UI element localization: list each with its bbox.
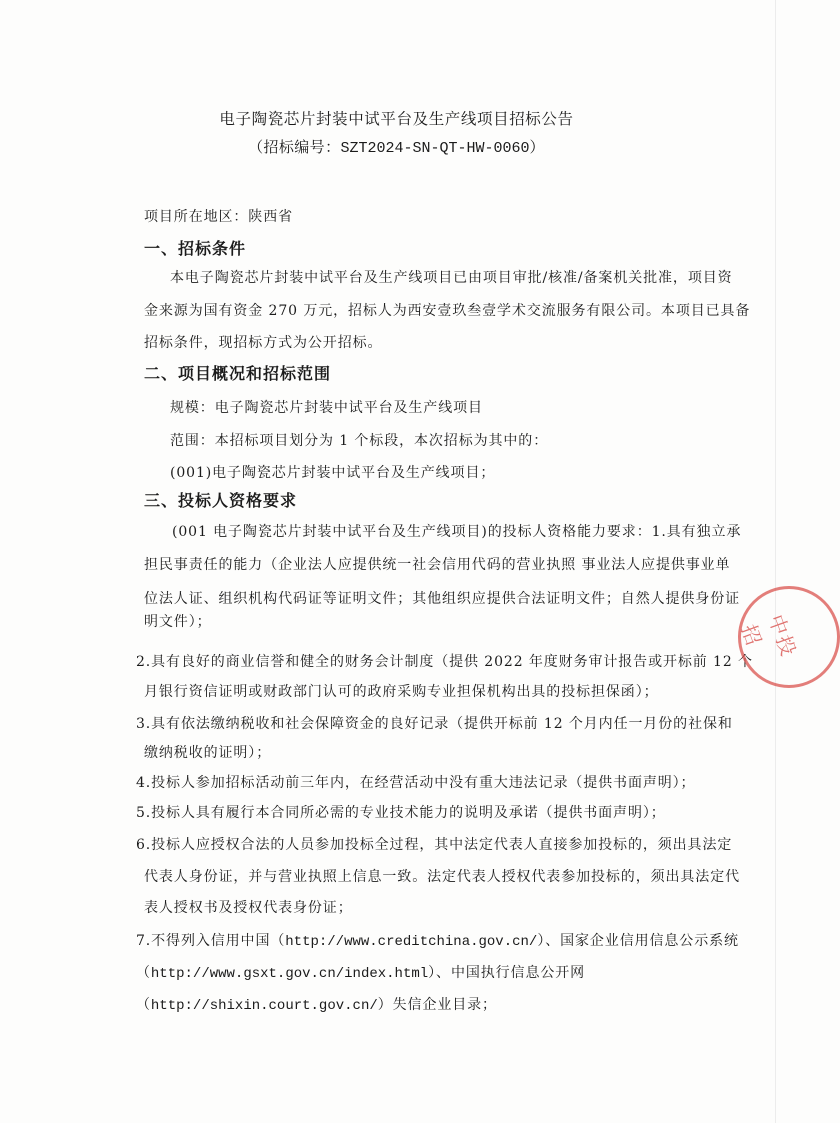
- paragraph-line: 本电子陶瓷芯片封装中试平台及生产线项目已由项目审批/核准/备案机关批准，项目资: [170, 270, 733, 286]
- paragraph-line: 5.投标人具有履行本合同所必需的专业技术能力的说明及承诺（提供书面声明）；: [136, 805, 666, 821]
- document-title: 电子陶瓷芯片封装中试平台及生产线项目招标公告: [219, 110, 574, 128]
- section-heading-bidder-qualification: 三、投标人资格要求: [144, 491, 298, 510]
- paragraph-line: 金来源为国有资金 270 万元，招标人为西安壹玖叁壹学术交流服务有限公司。本项目已具备: [144, 303, 751, 319]
- paragraph-line: (001 电子陶瓷芯片封装中试平台及生产线项目)的投标人资格能力要求：1.具有独立承: [172, 524, 742, 540]
- text-fragment: ）、中国执行信息公开网: [428, 965, 586, 981]
- gsxt-link[interactable]: http://www.gsxt.gov.cn/index.html: [150, 966, 429, 982]
- tender-number: [0, 136, 793, 157]
- paragraph-line: [136, 994, 497, 1014]
- section-heading-project-overview: 二、项目概况和招标范围: [144, 364, 332, 383]
- scan-edge: [775, 0, 776, 1123]
- paragraph-line: 3.具有依法缴纳税收和社会保障资金的良好记录（提供开标前 12 个月内任一月份的社保和: [136, 716, 733, 732]
- creditchina-link[interactable]: http://www.creditchina.gov.cn/: [285, 934, 538, 950]
- paragraph-line: 代表人身份证，并与营业执照上信息一致。法定代表人授权代表参加投标的，须出具法定代: [144, 869, 740, 885]
- text-fragment: ）失信企业目录；: [377, 997, 497, 1013]
- paragraph-line: 范围：本招标项目划分为 1 个标段，本次招标为其中的：: [170, 433, 549, 449]
- paragraph-line: 缴纳税收的证明）；: [144, 745, 272, 761]
- paragraph-line: 表人授权书及授权代表身份证；: [144, 900, 353, 916]
- text-fragment: （: [136, 965, 151, 981]
- paragraph-line: 2.具有良好的商业信誉和健全的财务会计制度（提供 2022 年度财务审计报告或开标前 12 个: [136, 654, 753, 670]
- paragraph-line: [136, 930, 739, 950]
- paragraph-line: 位法人证、组织机构代码证等证明文件；其他组织应提供合法证明文件；自然人提供身份证: [144, 591, 740, 607]
- paragraph-line: 明文件）；: [144, 614, 212, 630]
- paragraph-line: 规模：电子陶瓷芯片封装中试平台及生产线项目: [170, 400, 483, 416]
- paragraph-line: 月银行资信证明或财政部门认可的政府采购专业担保机构出具的投标担保函）；: [144, 684, 659, 700]
- project-region: 项目所在地区：陕西省: [144, 209, 293, 225]
- text-fragment: （: [136, 997, 151, 1013]
- tender-number-suffix: ）: [529, 138, 545, 156]
- paragraph-line: 6.投标人应授权合法的人员参加投标全过程，其中法定代表人直接参加投标的，须出具法定: [136, 837, 733, 853]
- text-fragment: ）、国家企业信用信息公示系统: [537, 933, 739, 949]
- paragraph-line: [136, 962, 585, 982]
- section-heading-tender-conditions: 一、招标条件: [144, 239, 247, 258]
- seal-text: 中投招: [736, 611, 802, 661]
- shixin-link[interactable]: http://shixin.court.gov.cn/: [150, 998, 378, 1014]
- tender-number-prefix: （招标编号：: [248, 138, 341, 156]
- paragraph-line: 担民事责任的能力（企业法人应提供统一社会信用代码的营业执照 事业法人应提供事业单: [144, 557, 731, 573]
- paragraph-line: (001)电子陶瓷芯片封装中试平台及生产线项目；: [170, 465, 496, 481]
- tender-number-code: SZT2024-SN-QT-HW-0060: [340, 140, 530, 157]
- text-fragment: 7.不得列入信用中国（: [136, 933, 286, 949]
- paragraph-line: 招标条件，现招标方式为公开招标。: [144, 335, 383, 351]
- paragraph-line: 4.投标人参加招标活动前三年内，在经营活动中没有重大违法记录（提供书面声明）；: [136, 775, 696, 791]
